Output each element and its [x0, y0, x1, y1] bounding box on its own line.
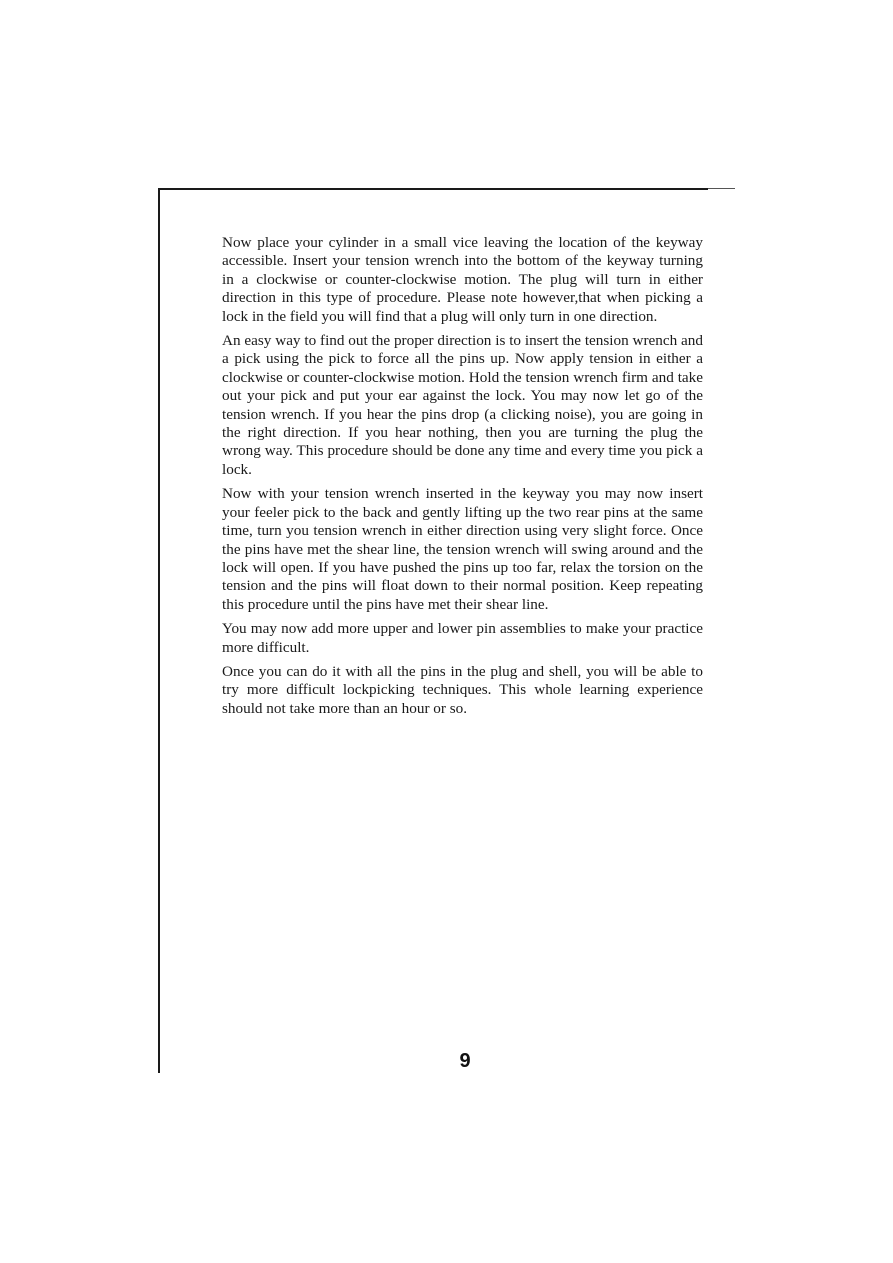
- paragraph-1: Now place your cylinder in a small vice leaving the location of the keyway accessible. Insert your tension wrench into the bottom of the keyway turning in a clockwise or counter-clockwise motion. The plug will turn in either direction in this type of procedure. Please note however,that when picking a lock in the field you will find that a plug will only turn in one direction.: [222, 234, 703, 325]
- top-border-rule: [158, 188, 708, 190]
- left-border-rule: [158, 188, 160, 1073]
- paragraph-5: Once you can do it with all the pins in the plug and shell, you will be able to try more difficult lockpicking techniques. This whole learning experience should not take more than an hour or so.: [222, 662, 703, 717]
- top-border-rule-tail: [708, 188, 735, 189]
- body-text: [222, 234, 703, 724]
- paragraph-3: Now with your tension wrench inserted in the keyway you may now insert your feeler pick to the back and gently lifting up the two rear pins at the same time, turn you tension wrench in either direction using very slight force. Once the pins have met the shear line, the tension wrench will swing around and the lock will open. If you have pushed the pins up too far, relax the torsion on the tension and the pins will float down to their normal position. Keep repeating this procedure until the pins have met their shear line.: [222, 485, 703, 613]
- page-number: 9: [459, 1050, 471, 1072]
- paragraph-4: You may now add more upper and lower pin assemblies to make your practice more difficult.: [222, 620, 703, 656]
- paragraph-2: An easy way to find out the proper direction is to insert the tension wrench and a pick using the pick to force all the pins up. Now apply tension in either a clockwise or counter-clockwise motion. Hold the tension wrench firm and take out your pick and put your ear against the lock. You may now let go of the tension wrench. If you hear the pins drop (a clicking noise), you are going in the right direction. If you hear nothing, then you are turning the plug the wrong way. This procedure should be done any time and every time you pick a lock.: [222, 332, 703, 478]
